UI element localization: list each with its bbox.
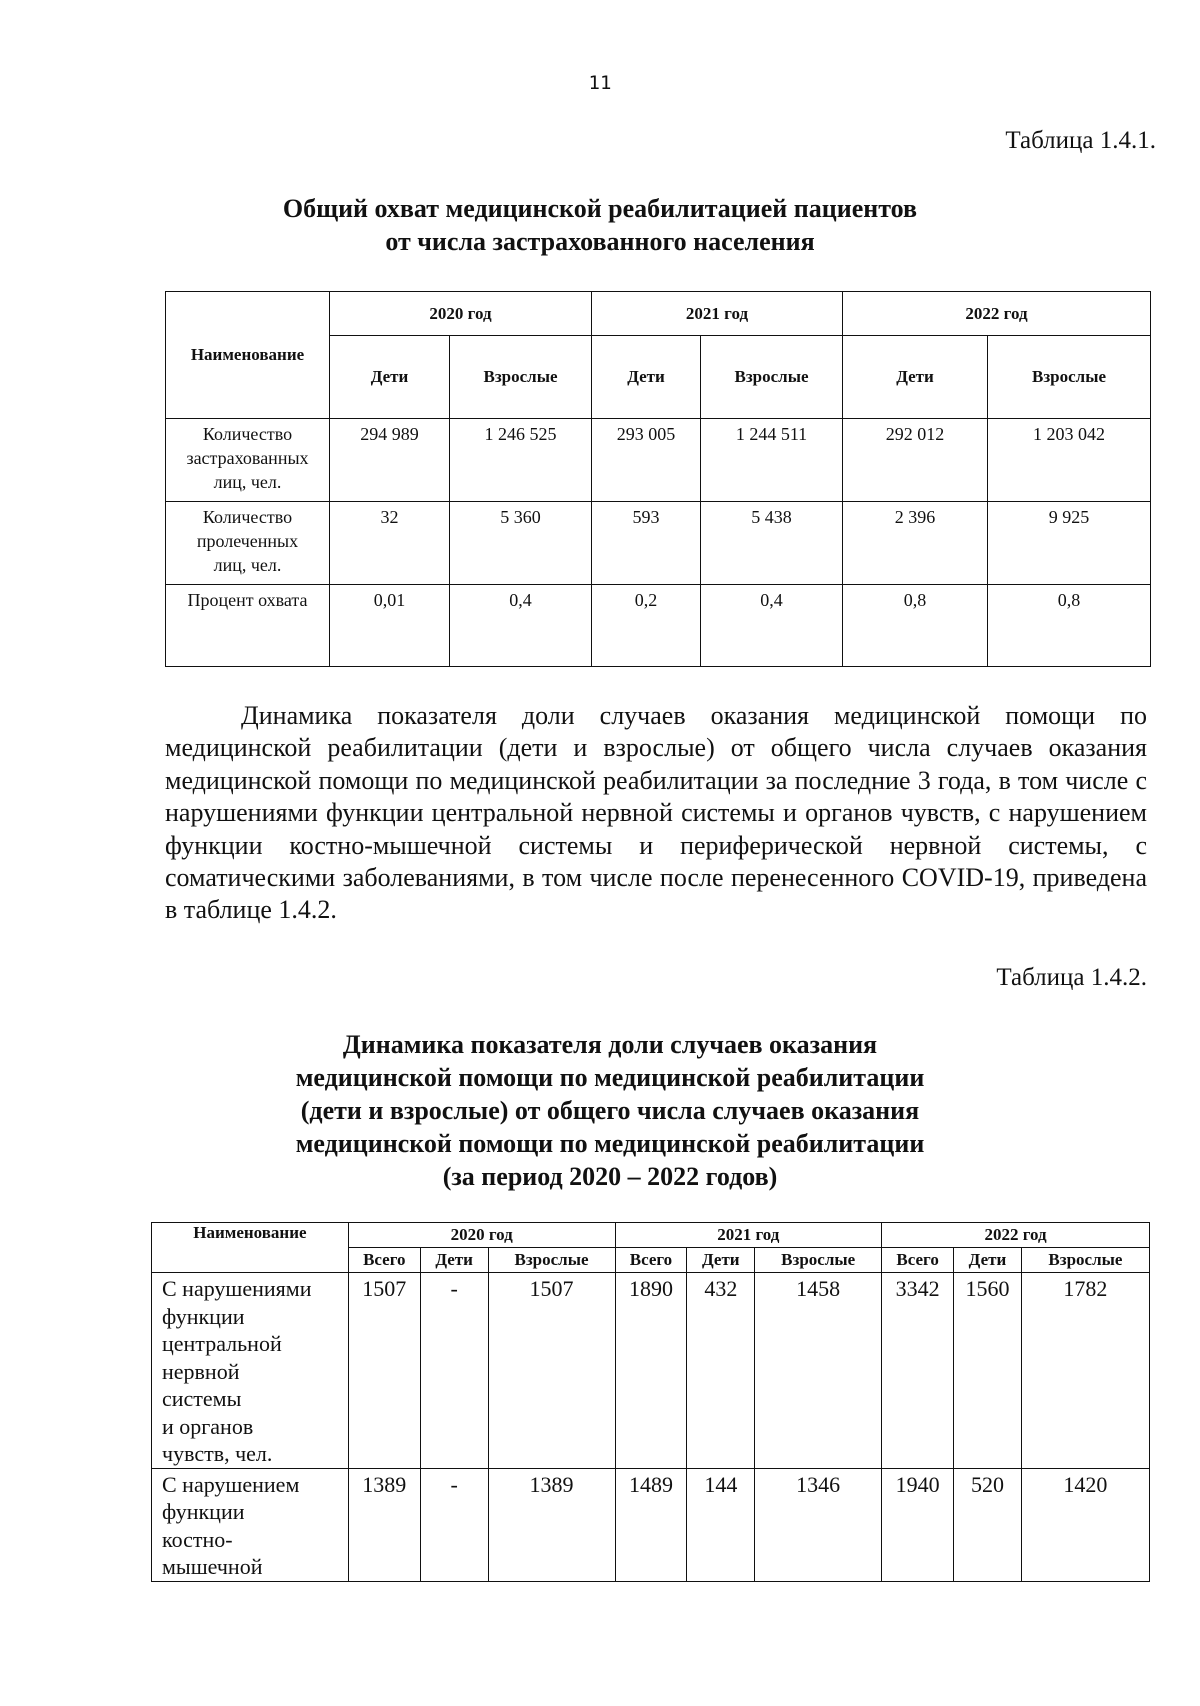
header-adults: Взрослые — [450, 336, 592, 419]
header-adults: Взрослые — [988, 336, 1151, 419]
header-year: 2020 год — [330, 292, 592, 336]
cell: 32 — [330, 502, 450, 585]
table-2-title-line: (за период 2020 – 2022 годов) — [442, 1162, 778, 1191]
cell: 1940 — [882, 1468, 954, 1581]
row-name-line: и органов — [162, 1413, 254, 1439]
header-children: Дети — [420, 1248, 488, 1273]
table-1-title-line: от числа застрахованного населения — [385, 227, 815, 256]
header-year: 2021 год — [615, 1223, 882, 1248]
header-year: 2022 год — [882, 1223, 1150, 1248]
cell: 0,2 — [592, 585, 701, 667]
row-name-line: функции — [162, 1303, 245, 1329]
cell: 520 — [954, 1468, 1022, 1581]
cell: 293 005 — [592, 419, 701, 502]
header-adults: Взрослые — [701, 336, 843, 419]
cell: 9 925 — [988, 502, 1151, 585]
cell: 0,8 — [988, 585, 1151, 667]
row-name-line: мышечной — [162, 1554, 263, 1579]
row-name-line: пролеченных — [196, 531, 299, 551]
cell: 5 360 — [450, 502, 592, 585]
dynamics-table — [151, 1222, 1150, 1582]
body-paragraph: Динамика показателя доли случаев оказания медицинской помощи по медицинской реабилитации (дети и взрослые) от общего числа случаев оказания медицинской помощи по медицинской реабилитации за последние 3 года, в том числе с нарушениями функции центральной нервной системы и органов чувств, с нарушением функции костно-мышечной системы и периферической нервной системы, с соматическими заболеваниями, в том числе после перенесенного COVID-19, приведена в таблице 1.4.2. — [165, 701, 1147, 925]
table-2-reference: Таблица 1.4.2. — [996, 964, 1147, 991]
table-1-title-line: Общий охват медицинской реабилитацией пациентов — [282, 194, 918, 223]
row-name-line: функции — [162, 1499, 245, 1524]
cell: - — [420, 1468, 488, 1581]
cell: 1 203 042 — [988, 419, 1151, 502]
table-row — [166, 419, 1151, 502]
header-year: 2022 год — [843, 292, 1151, 336]
header-total: Всего — [615, 1248, 687, 1273]
header-year: 2020 год — [348, 1223, 615, 1248]
row-name-line: Количество — [202, 507, 293, 527]
cell: 1489 — [615, 1468, 687, 1581]
header-name: Наименование — [152, 1223, 349, 1273]
cell: 144 — [687, 1468, 755, 1581]
row-name-line: С нарушениями — [162, 1276, 312, 1301]
cell: 432 — [687, 1273, 755, 1469]
table-2-title-line: (дети и взрослые) от общего числа случаев оказания — [300, 1096, 920, 1125]
row-name-line: костно- — [162, 1526, 233, 1552]
cell: 0,8 — [843, 585, 988, 667]
row-name-line: нервной — [162, 1358, 240, 1384]
row-name-line: чувств, чел. — [162, 1441, 273, 1466]
header-adults: Взрослые — [755, 1248, 882, 1273]
table-row — [166, 502, 1151, 585]
coverage-table — [165, 291, 1151, 667]
row-name — [166, 502, 330, 585]
row-name-line: системы — [162, 1386, 242, 1411]
cell: 593 — [592, 502, 701, 585]
header-adults: Взрослые — [488, 1248, 615, 1273]
cell: 1389 — [348, 1468, 420, 1581]
row-name — [166, 585, 330, 667]
row-name-line: лиц, чел. — [213, 555, 282, 575]
row-name-line: застрахованных — [186, 448, 309, 468]
cell: 1507 — [348, 1273, 420, 1469]
page-number: 11 — [588, 72, 612, 94]
cell: 1 244 511 — [701, 419, 843, 502]
cell: 0,01 — [330, 585, 450, 667]
table-2-title — [180, 1028, 1040, 1193]
cell: 2 396 — [843, 502, 988, 585]
cell: 1458 — [755, 1273, 882, 1469]
cell: 1507 — [488, 1273, 615, 1469]
row-name-line: центральной — [162, 1331, 282, 1356]
cell: 1389 — [488, 1468, 615, 1581]
cell: 5 438 — [701, 502, 843, 585]
table-row — [152, 1273, 1150, 1469]
cell: 0,4 — [450, 585, 592, 667]
header-children: Дети — [592, 336, 701, 419]
cell: - — [420, 1273, 488, 1469]
header-total: Всего — [882, 1248, 954, 1273]
cell: 0,4 — [701, 585, 843, 667]
cell: 3342 — [882, 1273, 954, 1469]
header-year: 2021 год — [592, 292, 843, 336]
cell: 294 989 — [330, 419, 450, 502]
cell: 292 012 — [843, 419, 988, 502]
cell: 1560 — [954, 1273, 1022, 1469]
row-name — [152, 1468, 349, 1581]
table-1-reference: Таблица 1.4.1. — [1005, 127, 1156, 154]
header-adults: Взрослые — [1021, 1248, 1149, 1273]
row-name — [152, 1273, 349, 1469]
header-children: Дети — [843, 336, 988, 419]
cell: 1420 — [1021, 1468, 1149, 1581]
row-name-line: лиц, чел. — [213, 472, 282, 492]
header-children: Дети — [687, 1248, 755, 1273]
header-total: Всего — [348, 1248, 420, 1273]
cell: 1890 — [615, 1273, 687, 1469]
row-name-line: Процент охвата — [187, 590, 308, 610]
table-row — [152, 1468, 1150, 1581]
table-2-title-line: медицинской помощи по медицинской реабилитации — [295, 1063, 925, 1092]
table-1-title — [160, 192, 1040, 258]
header-children: Дети — [954, 1248, 1022, 1273]
row-name-line: С нарушением — [162, 1471, 300, 1497]
table-row — [166, 585, 1151, 667]
cell: 1 246 525 — [450, 419, 592, 502]
cell: 1346 — [755, 1468, 882, 1581]
cell: 1782 — [1021, 1273, 1149, 1469]
header-name: Наименование — [166, 292, 330, 419]
row-name — [166, 419, 330, 502]
table-2-title-line: медицинской помощи по медицинской реабилитации — [295, 1129, 925, 1158]
table-2-title-line: Динамика показателя доли случаев оказания — [342, 1030, 878, 1059]
header-children: Дети — [330, 336, 450, 419]
row-name-line: Количество — [202, 424, 293, 444]
